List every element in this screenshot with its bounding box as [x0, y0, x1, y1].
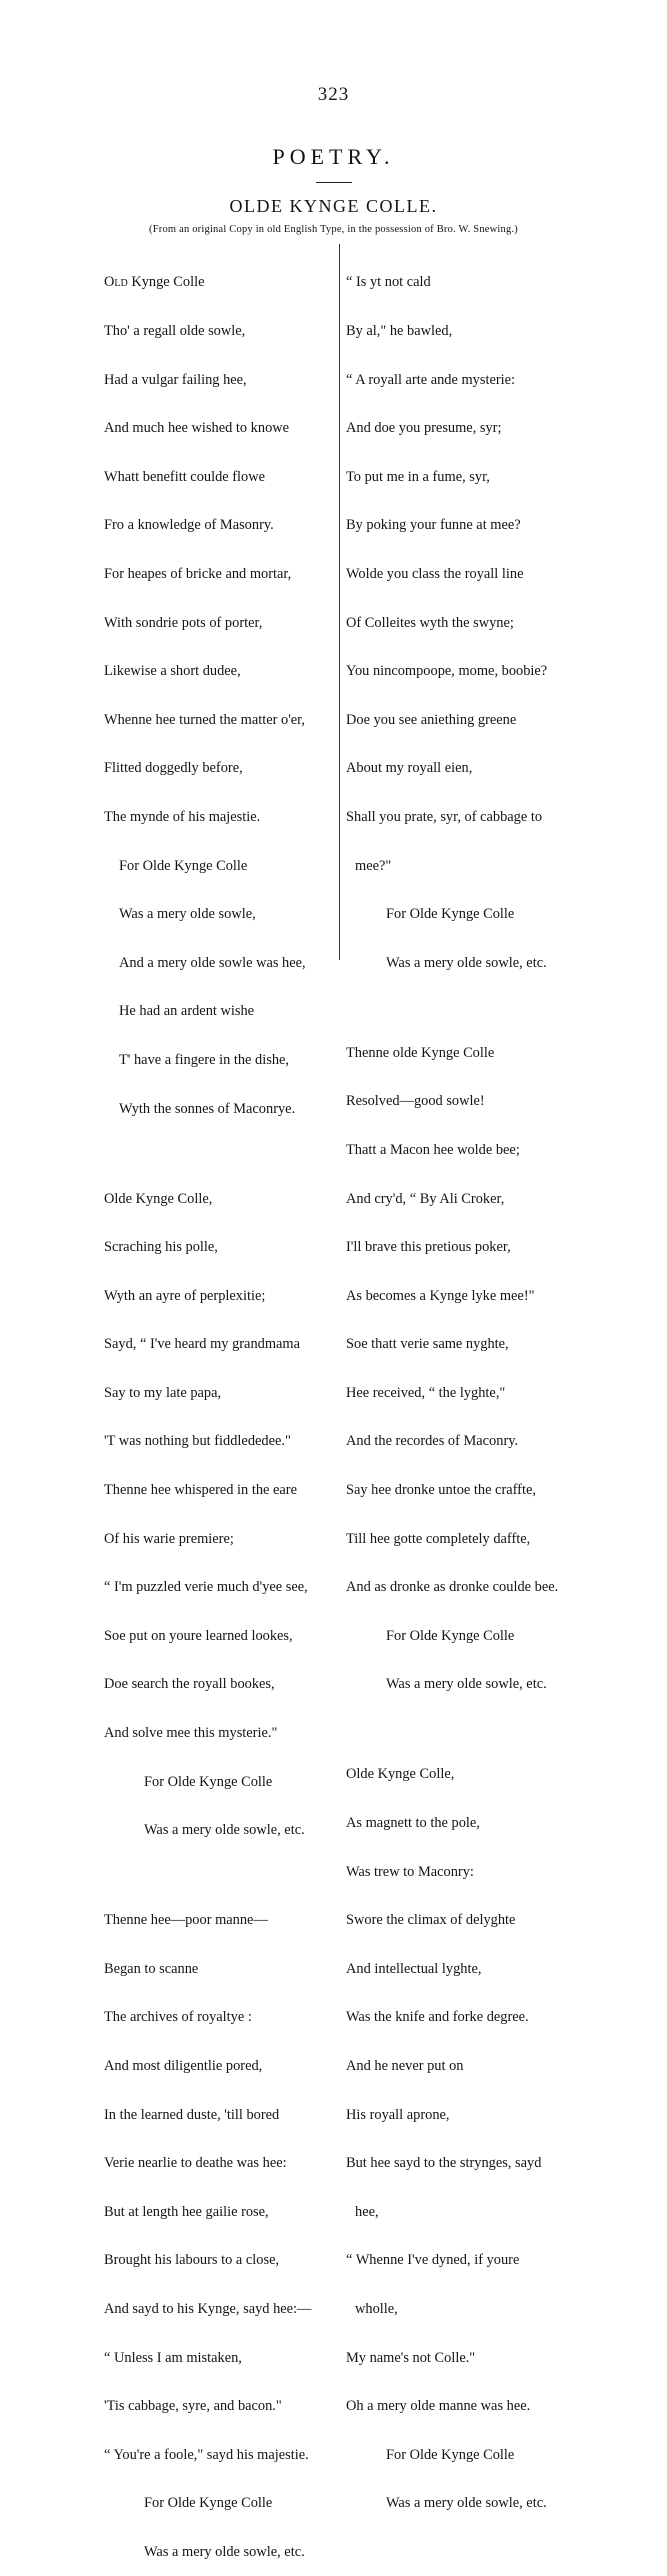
chorus-line: And a mery olde sowle was hee, [119, 954, 306, 971]
verse-line: Whenne hee turned the matter o'er, [104, 711, 305, 728]
verse-line: You nincompoope, mome, boobie? [346, 663, 548, 680]
verse-line: And he never put on [346, 2058, 464, 2074]
verse-line: As magnett to the pole, [346, 1815, 480, 1832]
verse-line: And solve mee this mysterie." [104, 1725, 278, 1742]
verse-line: Fro a knowledge of Masonry. [104, 517, 274, 534]
chorus-line: He had an ardent wishe [119, 1003, 255, 1020]
verse-line: Was the knife and forke degree. [346, 2009, 529, 2026]
verse-line: “ Whenne I've dyned, if youre [346, 2252, 520, 2269]
chorus-line: T' have a fingere in the dishe, [119, 1051, 290, 1068]
stanza-break [346, 1725, 578, 1734]
chorus-line: For Olde Kynge Colle [119, 857, 248, 874]
verse-line: As becomes a Kynge lyke mee!" [346, 1287, 535, 1304]
verse-line: My name's not Colle." [346, 2349, 476, 2366]
chorus-line: Was a mery olde sowle, etc. [144, 1822, 305, 1839]
verse-line: With sondrie pots of porter, [104, 614, 263, 631]
verse-line: And doe you presume, syr; [346, 420, 502, 437]
verse-line: Soe put on youre learned lookes, [104, 1627, 293, 1644]
verse-line: “ Is yt not cald [346, 274, 431, 291]
verse-line: Soe thatt verie same nyghte, [346, 1336, 509, 1353]
verse-line: Say hee dronke untoe the craffte, [346, 1482, 536, 1499]
verse-line: Wyth an ayre of perplexitie; [104, 1287, 266, 1304]
verse-line: For heapes of bricke and mortar, [104, 565, 292, 582]
verse-line: Resolved—good sowle! [346, 1093, 485, 1110]
verse-line: “ Unless I am mistaken, [104, 2349, 242, 2366]
poem-left-column [104, 242, 336, 2576]
verse-line: “ I'm puzzled verie much d'yee see, [104, 1579, 308, 1596]
column-divider [339, 244, 340, 960]
chorus-line: Was a mery olde sowle, etc. [386, 1676, 547, 1693]
verse-line: By al," he bawled, [346, 323, 453, 339]
verse-line: Sayd, “ I've heard my grandmama [104, 1336, 300, 1353]
stanza-break [104, 1149, 336, 1158]
verse-line: Thatt a Macon hee wolde bee; [346, 1141, 520, 1158]
verse-line: Shall you prate, syr, of cabbage to [346, 808, 543, 825]
verse-line: Flitted doggedly before, [104, 760, 243, 777]
verse-line: “ You're a foole," sayd his majestie. [104, 2446, 309, 2463]
verse-line: And sayd to his Kynge, sayd hee:— [104, 2300, 312, 2317]
verse-line: Thenne hee whispered in the eare [104, 1482, 297, 1499]
chorus-line: Was a mery olde sowle, etc. [386, 954, 547, 971]
verse-line: Thenne olde Kynge Colle [346, 1044, 495, 1061]
verse-line-wrap: mee?" [355, 857, 392, 874]
verse-line: And most diligentlie pored, [104, 2058, 263, 2074]
verse-line: “ A royall arte ande mysterie: [346, 371, 516, 388]
verse-line: Wolde you class the royall line [346, 565, 524, 582]
page-number: 323 [317, 84, 350, 105]
verse-line: Of his warie premiere; [104, 1530, 234, 1547]
verse-line: His royall aprone, [346, 2106, 450, 2123]
verse-line: Verie nearlie to deathe was hee: [104, 2155, 287, 2172]
chorus-line: For Olde Kynge Colle [386, 2446, 515, 2463]
verse-line: Likewise a short dudee, [104, 663, 241, 680]
verse-line: And the recordes of Maconry. [346, 1433, 519, 1450]
verse-line: Brought his labours to a close, [104, 2252, 280, 2269]
verse-line: Till hee gotte completely daffte, [346, 1530, 531, 1547]
verse-line: Oh a mery olde manne was hee. [346, 2398, 531, 2415]
stanza-break [346, 1003, 578, 1012]
verse-line: And as dronke as dronke coulde bee. [346, 1579, 559, 1596]
verse-line: Thenne hee—poor manne— [104, 1912, 268, 1929]
verse-line: But at length hee gailie rose, [104, 2203, 269, 2220]
verse-line: The mynde of his majestie. [104, 808, 261, 825]
chorus-line: Wyth the sonnes of Maconrye. [119, 1100, 296, 1117]
verse-line: I'll brave this pretious poker, [346, 1239, 511, 1256]
poem-right-column [346, 242, 578, 2528]
chorus-line: For Olde Kynge Colle [386, 1627, 515, 1644]
poem-title: OLDE KYNGE COLLE. [229, 196, 438, 216]
chorus-line: Was a mery olde sowle, etc. [386, 2495, 547, 2512]
verse-line: Tho' a regall olde sowle, [104, 323, 246, 339]
verse-line: Old Kynge Colle [104, 274, 205, 291]
verse-line: Say to my late papa, [104, 1384, 222, 1401]
verse-line: 'T was nothing but fiddlededee." [104, 1433, 291, 1450]
source-note: (From an original Copy in old English Type, in the possession of Bro. W. Snewing.) [149, 224, 518, 235]
verse-line: The archives of royaltye : [104, 2009, 252, 2026]
verse-line: Swore the climax of delyghte [346, 1912, 516, 1929]
section-title: POETRY. [272, 144, 395, 169]
verse-line: Doe you see aniething greene [346, 711, 517, 728]
title-rule [316, 182, 352, 183]
chorus-line: Was a mery olde sowle, [119, 906, 256, 923]
verse-line: Doe search the royall bookes, [104, 1676, 275, 1693]
verse-line: And cry'd, “ By Ali Croker, [346, 1190, 505, 1207]
chorus-line: Was a mery olde sowle, etc. [144, 2543, 305, 2560]
verse-line: And much hee wished to knowe [104, 420, 290, 437]
verse-line: Began to scanne [104, 1960, 199, 1977]
chorus-line: For Olde Kynge Colle [386, 906, 515, 923]
verse-line: Of Colleites wyth the swyne; [346, 614, 514, 631]
verse-line: By poking your funne at mee? [346, 517, 521, 534]
verse-line: And intellectual lyghte, [346, 1960, 482, 1977]
verse-line: Was trew to Maconry: [346, 1863, 474, 1880]
chorus-line: For Olde Kynge Colle [144, 2495, 273, 2512]
verse-line: Olde Kynge Colle, [346, 1766, 455, 1783]
verse-line: Had a vulgar failing hee, [104, 371, 247, 388]
verse-line: Olde Kynge Colle, [104, 1190, 213, 1207]
verse-line: Hee received, “ the lyghte," [346, 1384, 506, 1401]
verse-line: Scraching his polle, [104, 1239, 218, 1256]
stanza-break [104, 1871, 336, 1880]
verse-line: 'Tis cabbage, syre, and bacon." [104, 2398, 282, 2415]
verse-line: In the learned duste, 'till bored [104, 2106, 280, 2123]
chorus-line: For Olde Kynge Colle [144, 1773, 273, 1790]
verse-line: About my royall eien, [346, 760, 473, 777]
verse-line-wrap: hee, [355, 2203, 379, 2220]
verse-line: To put me in a fume, syr, [346, 468, 490, 485]
verse-line: But hee sayd to the strynges, sayd [346, 2155, 542, 2172]
verse-line: Whatt benefitt coulde flowe [104, 468, 266, 485]
verse-line-wrap: wholle, [355, 2300, 398, 2317]
